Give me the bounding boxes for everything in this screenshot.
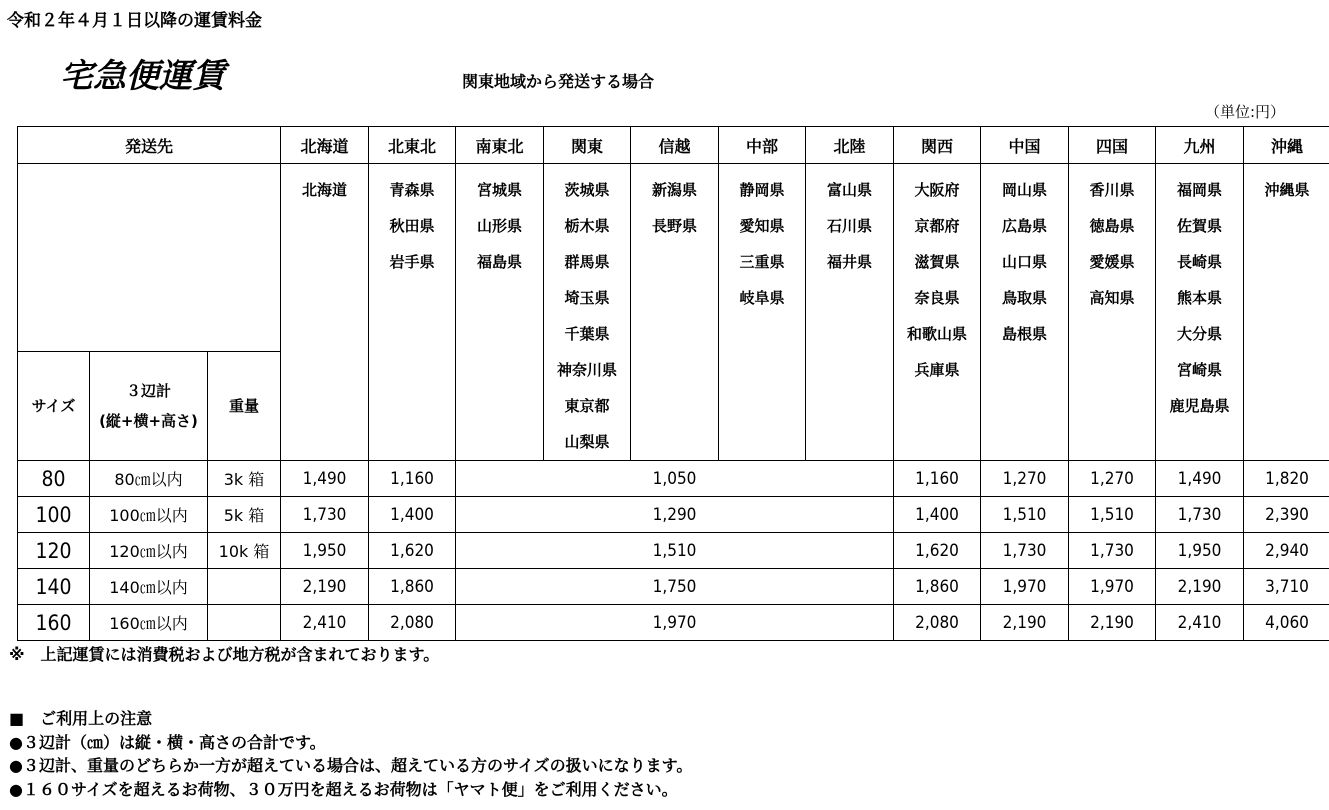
prefecture-list <box>981 164 1069 461</box>
rate-cell: 1,730 <box>1069 533 1156 569</box>
sum-cell: 140㎝以内 <box>90 569 208 605</box>
prefecture: 茨城県 <box>564 181 610 199</box>
prefecture: 宮城県 <box>477 181 523 199</box>
rate-cell: 2,080 <box>894 605 981 641</box>
prefecture: 千葉県 <box>564 325 610 343</box>
prefecture: 神奈川県 <box>557 361 618 379</box>
prefecture: 鳥取県 <box>1002 289 1048 307</box>
rate-cell-merged: 1,510 <box>456 533 894 569</box>
rate-cell: 1,270 <box>981 461 1069 497</box>
region-header: 中部 <box>719 127 806 164</box>
rate-cell: 2,080 <box>369 605 456 641</box>
region-header: 中国 <box>981 127 1069 164</box>
prefecture: 福岡県 <box>1177 181 1223 199</box>
unit-label: （単位:円） <box>1204 103 1285 121</box>
page-title: 宅急便運賃 <box>60 56 225 95</box>
prefecture: 新潟県 <box>652 181 698 199</box>
rate-cell: 1,510 <box>1069 497 1156 533</box>
prefecture-list <box>631 164 719 461</box>
subtitle: 関東地域から発送する場合 <box>462 72 655 91</box>
rate-cell: 1,270 <box>1069 461 1156 497</box>
table-row <box>18 569 1329 605</box>
header-row <box>18 127 1329 164</box>
origin-header: 発送先 <box>18 127 281 164</box>
rate-cell: 1,730 <box>1156 497 1244 533</box>
rate-cell: 1,160 <box>369 461 456 497</box>
prefecture: 和歌山県 <box>907 325 968 343</box>
weight-cell: 5k 箱 <box>208 497 281 533</box>
prefecture-row <box>18 164 1329 352</box>
rate-cell: 2,190 <box>281 569 369 605</box>
rate-cell: 1,620 <box>369 533 456 569</box>
prefecture: 岩手県 <box>389 253 435 271</box>
prefecture-list <box>456 164 544 461</box>
prefecture: 高知県 <box>1089 289 1135 307</box>
table-row <box>18 533 1329 569</box>
prefecture: 岡山県 <box>1002 181 1048 199</box>
prefecture-list <box>1069 164 1156 461</box>
sum-cell: 120㎝以内 <box>90 533 208 569</box>
prefecture: 山梨県 <box>564 433 610 451</box>
weight-cell <box>208 605 281 641</box>
prefecture: 京都府 <box>914 217 960 235</box>
sum-header-line2: (縦+横+高さ) <box>99 411 198 430</box>
prefecture: 大阪府 <box>914 181 960 199</box>
region-header: 北海道 <box>281 127 369 164</box>
prefecture-list <box>369 164 456 461</box>
blank-cell <box>18 164 281 352</box>
region-header: 関東 <box>544 127 631 164</box>
prefecture: 兵庫県 <box>914 361 960 379</box>
sum-cell: 160㎝以内 <box>90 605 208 641</box>
rate-cell: 1,950 <box>1156 533 1244 569</box>
prefecture: 佐賀県 <box>1177 217 1223 235</box>
prefecture: 広島県 <box>1002 217 1048 235</box>
region-header: 北陸 <box>806 127 894 164</box>
tax-note: ※ 上記運賃には消費税および地方税が含まれております。 <box>9 645 440 664</box>
prefecture-list <box>544 164 631 461</box>
rate-cell: 1,730 <box>281 497 369 533</box>
prefecture-list <box>806 164 894 461</box>
rate-cell: 2,190 <box>1156 569 1244 605</box>
prefecture: 東京都 <box>564 397 610 415</box>
sum-cell: 80㎝以内 <box>90 461 208 497</box>
rate-cell: 1,400 <box>369 497 456 533</box>
size-cell: 80 <box>18 461 90 497</box>
size-header: サイズ <box>18 351 90 460</box>
rate-cell: 1,950 <box>281 533 369 569</box>
prefecture: 愛知県 <box>739 217 785 235</box>
weight-cell: 3k 箱 <box>208 461 281 497</box>
table-row <box>18 605 1329 641</box>
region-header: 南東北 <box>456 127 544 164</box>
rate-cell: 2,190 <box>1069 605 1156 641</box>
rate-cell-merged: 1,750 <box>456 569 894 605</box>
size-cell: 160 <box>18 605 90 641</box>
prefecture: 福井県 <box>827 253 873 271</box>
prefecture: 静岡県 <box>739 181 785 199</box>
prefecture: 北海道 <box>302 181 348 199</box>
prefecture: 秋田県 <box>389 217 435 235</box>
table-row <box>18 497 1329 533</box>
prefecture: 熊本県 <box>1177 289 1223 307</box>
notes-heading: ■ ご利用上の注意 <box>9 709 153 728</box>
table-row <box>18 461 1329 497</box>
prefecture: 長崎県 <box>1177 253 1223 271</box>
rate-cell: 2,410 <box>1156 605 1244 641</box>
rate-cell: 1,620 <box>894 533 981 569</box>
size-cell: 100 <box>18 497 90 533</box>
note-item: ●３辺計（㎝）は縦・横・高さの合計です。 <box>9 732 326 752</box>
prefecture-list <box>281 164 369 461</box>
sum-header <box>90 351 208 460</box>
region-header: 四国 <box>1069 127 1156 164</box>
prefecture: 岐阜県 <box>739 289 785 307</box>
prefecture: 滋賀県 <box>914 253 960 271</box>
prefecture: 鹿児島県 <box>1169 397 1230 415</box>
rate-cell: 1,510 <box>981 497 1069 533</box>
prefecture: 栃木県 <box>564 217 610 235</box>
region-header: 信越 <box>631 127 719 164</box>
rate-cell: 1,160 <box>894 461 981 497</box>
rate-cell: 1,730 <box>981 533 1069 569</box>
rate-cell: 1,970 <box>981 569 1069 605</box>
region-header: 九州 <box>1156 127 1244 164</box>
rate-cell: 1,860 <box>894 569 981 605</box>
prefecture: 長野県 <box>652 217 698 235</box>
prefecture: 奈良県 <box>914 289 960 307</box>
prefecture: 徳島県 <box>1089 217 1135 235</box>
prefecture: 福島県 <box>477 253 523 271</box>
prefecture-list <box>719 164 806 461</box>
prefecture: 富山県 <box>827 181 873 199</box>
prefecture: 沖縄県 <box>1264 181 1310 199</box>
rate-cell-merged: 1,290 <box>456 497 894 533</box>
prefecture: 山口県 <box>1002 253 1048 271</box>
rate-table <box>17 126 1329 641</box>
size-cell: 140 <box>18 569 90 605</box>
prefecture: 三重県 <box>739 253 785 271</box>
usage-notes <box>9 706 692 800</box>
note-item: ●３辺計、重量のどちらか一方が超えている場合は、超えている方のサイズの扱いになります。 <box>9 756 693 775</box>
prefecture: 香川県 <box>1089 181 1135 199</box>
rate-cell: 4,060 <box>1244 605 1329 641</box>
weight-header: 重量 <box>208 351 281 460</box>
rate-cell: 1,860 <box>369 569 456 605</box>
rate-cell-merged: 1,970 <box>456 605 894 641</box>
rate-cell: 1,490 <box>1156 461 1244 497</box>
sum-header-line1: ３辺計 <box>125 381 171 400</box>
rate-cell-merged: 1,050 <box>456 461 894 497</box>
prefecture: 群馬県 <box>564 253 610 271</box>
rate-cell: 3,710 <box>1244 569 1329 605</box>
region-header: 沖縄 <box>1244 127 1329 164</box>
note-item: ●１６０サイズを超えるお荷物、３０万円を超えるお荷物は「ヤマト便」をご利用ください。 <box>9 779 678 799</box>
prefecture: 埼玉県 <box>564 289 610 307</box>
rate-cell: 2,190 <box>981 605 1069 641</box>
rate-cell: 2,940 <box>1244 533 1329 569</box>
sum-cell: 100㎝以内 <box>90 497 208 533</box>
region-header: 関西 <box>894 127 981 164</box>
size-cell: 120 <box>18 533 90 569</box>
rate-cell: 1,490 <box>281 461 369 497</box>
top-heading: 令和２年４月１日以降の運賃料金 <box>7 11 262 31</box>
rate-cell: 1,820 <box>1244 461 1329 497</box>
prefecture: 大分県 <box>1177 325 1223 343</box>
prefecture: 宮崎県 <box>1177 361 1223 379</box>
region-header: 北東北 <box>369 127 456 164</box>
prefecture: 愛媛県 <box>1089 253 1135 271</box>
prefecture: 山形県 <box>477 217 523 235</box>
weight-cell: 10k 箱 <box>208 533 281 569</box>
rate-cell: 1,400 <box>894 497 981 533</box>
rate-cell: 1,970 <box>1069 569 1156 605</box>
weight-cell <box>208 569 281 605</box>
prefecture: 島根県 <box>1002 325 1048 343</box>
prefecture: 石川県 <box>827 217 873 235</box>
rate-cell: 2,410 <box>281 605 369 641</box>
prefecture-list <box>894 164 981 461</box>
prefecture: 青森県 <box>389 181 435 199</box>
prefecture-list <box>1244 164 1329 461</box>
prefecture-list <box>1156 164 1244 461</box>
rate-cell: 2,390 <box>1244 497 1329 533</box>
